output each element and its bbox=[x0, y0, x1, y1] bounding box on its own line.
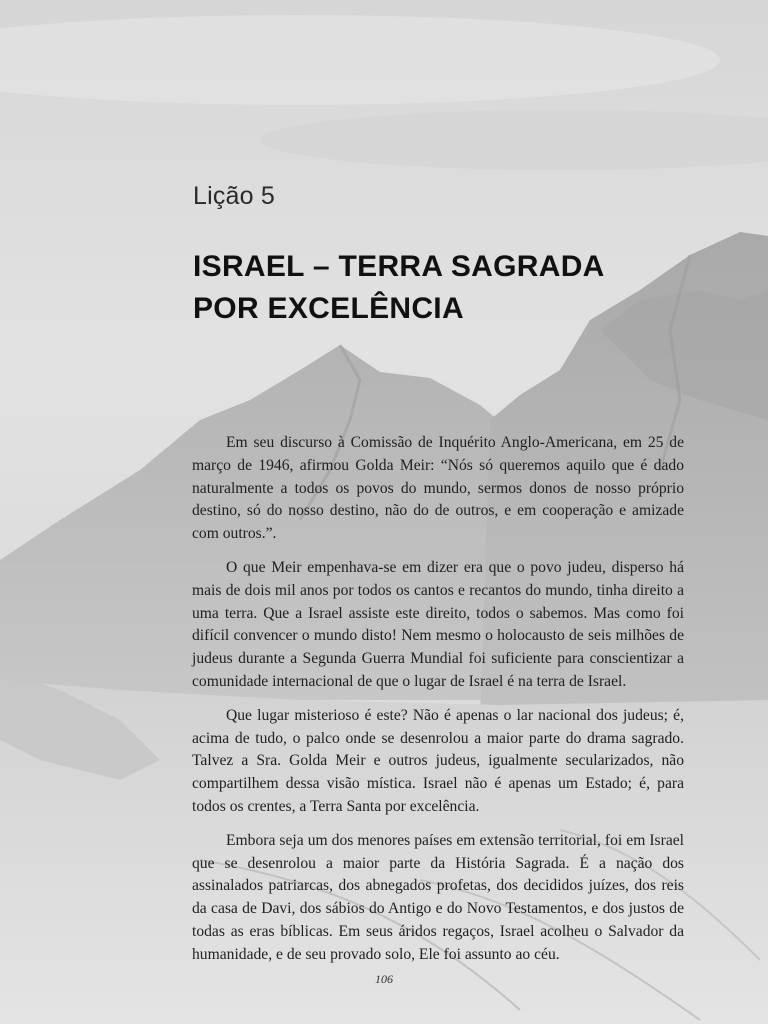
title-line-1: ISRAEL – TERRA SAGRADA bbox=[193, 250, 605, 283]
page-title bbox=[193, 246, 713, 330]
body-text bbox=[192, 432, 684, 978]
paragraph-2: O que Meir empenhava-se em dizer era que o povo judeu, disperso há mais de dois mil anos por todos os cantos e recantos do mundo, tinha direito a uma terra. Que a Israel assiste este direito, todos o sabemos. Mas como foi difícil convencer o mundo disto! Nem mesmo o holocausto de seis milhões de judeus durante a Segunda Guerra Mundial foi suficiente para conscientizar a comunidade internacional de que o lugar de Israel é na terra de Israel. bbox=[192, 558, 684, 690]
title-line-2: POR EXCELÊNCIA bbox=[193, 292, 464, 325]
paragraph-3: Que lugar misterioso é este? Não é apenas o lar nacional dos judeus; é, acima de tudo, o palco onde se desenrolou a maior parte do drama sagrado. Talvez a Sra. Golda Meir e outros judeus, igualmente secularizados, não compartilhem dessa visão mística. Israel não é apenas um Estado; é, para todos os crentes, a Terra Santa por excelência. bbox=[192, 706, 684, 815]
lesson-label: Lição 5 bbox=[193, 182, 276, 210]
paragraph-4: Embora seja um dos menores países em extensão territorial, foi em Israel que se desenrolou a maior parte da História Sagrada. É a nação dos assinalados patriarcas, dos abnegados profetas, dos decididos juízes, dos reis da casa de Davi, dos sábios do Antigo e do Novo Testamentos, e dos justos de todas as eras bíblicas. Em seus áridos regaços, Israel acolheu o Salvador da humanidade, e de seu provado solo, Ele foi assunto ao céu. bbox=[192, 831, 684, 963]
page-number: 106 bbox=[375, 972, 393, 986]
paragraph-1: Em seu discurso à Comissão de Inquérito Anglo-Americana, em 25 de março de 1946, afirmou Golda Meir: “Nós só queremos aquilo que é dado naturalmente a todos os povos do mundo, sermos donos de nosso próprio destino, só do nosso destino, não do de outros, e em cooperação e amizade com outros.”. bbox=[192, 434, 684, 543]
